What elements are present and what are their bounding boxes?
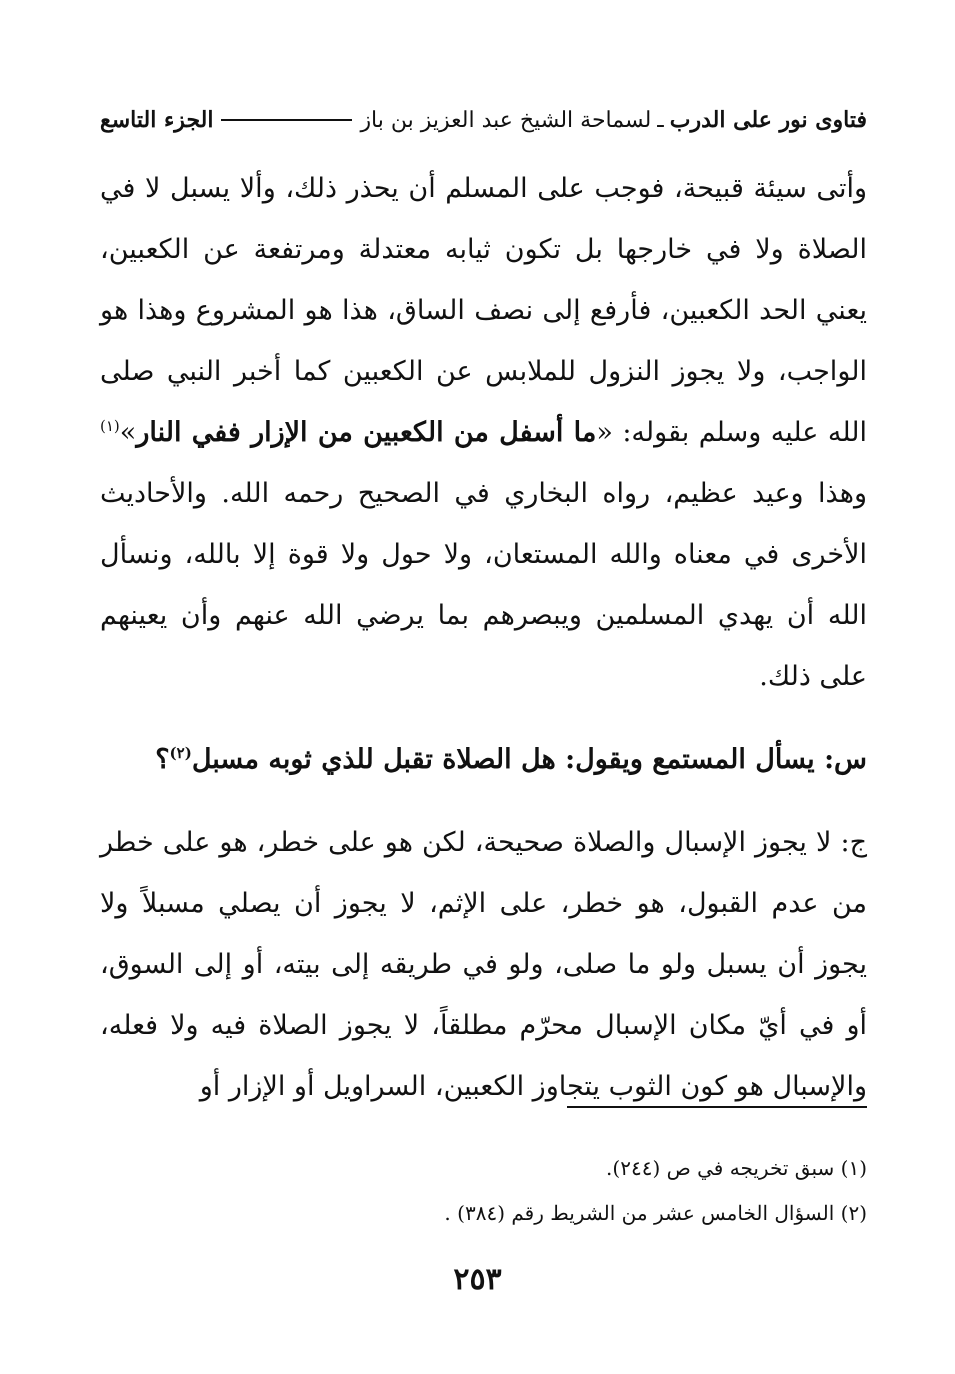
paragraph-hadith-intro: وأتى سيئة قبيحة، فوجب على المسلم أن يحذر ذلك، وألا يسبل لا في الصلاة ولا في خارجها بل تكون ثيابه معتدلة ومرتفعة عن الكعبين، يعني الحد الكعبين، فأرفع إلى نصف الساق، هذا هو المشروع وهذا هو الواجب، ولا يجوز النزول للملابس عن الكعبين كما أخبر النبي صلى الله عليه وسلم بقوله: « (100, 173, 867, 448)
paragraph-hadith-rest: وهذا وعيد عظيم، رواه البخاري في الصحيح رحمه الله. والأحاديث الأخرى في معناه والله المستعان، ولا حول ولا قوة إلا بالله، ونسأل الله أن يهدي المسلمين ويبصرهم بما يرضي الله عنهم وأن يعينهم على ذلك. (100, 478, 867, 692)
hadith-quote: ما أسفل من الكعبين من الإزار ففي النار (136, 417, 597, 448)
header-rule (221, 119, 352, 121)
footnote-2: (٢) السؤال الخامس عشر من الشريط رقم (٣٨٤) . (444, 1201, 867, 1225)
main-text (100, 158, 867, 1117)
header-author: لسماحة الشيخ عبد العزيز بن باز (360, 107, 652, 133)
question-mark: ؟ (155, 744, 170, 775)
paragraph-hadith (100, 158, 867, 707)
header-separator: ـ (657, 107, 664, 133)
footnote-separator (567, 1106, 867, 1108)
hadith-quote-close: » (119, 417, 137, 448)
header-part-label: الجزء التاسع (100, 107, 214, 133)
page-number: ٢٥٣ (453, 1262, 502, 1297)
question-line (100, 729, 867, 790)
footnote-ref-2: (٢) (169, 744, 192, 762)
footnote-ref-1: (١) (100, 417, 120, 435)
header-book-title: فتاوى نور على الدرب (669, 107, 867, 133)
running-header (100, 100, 867, 140)
footnotes (100, 1146, 867, 1236)
question-text: س: يسأل المستمع ويقول: هل الصلاة تقبل للذي ثوبه مسبل (191, 744, 867, 775)
footnote-1: (١) سبق تخريجه في ص (٢٤٤). (606, 1156, 867, 1180)
answer-paragraph: ج: لا يجوز الإسبال والصلاة صحيحة، لكن هو على خطر، هو على خطر من عدم القبول، هو خطر، على الإثم، لا يجوز أن يصلي مسبلاً ولا يجوز أن يسبل ولو ما صلى، ولو في طريقه إلى بيته، أو إلى السوق، أو في أيّ مكان الإسبال محرّم مطلقاً، لا يجوز الصلاة فيه ولا فعله، والإسبال هو كون الثوب يتجاوز الكعبين، السراويل أو الإزار أو (100, 827, 867, 1102)
